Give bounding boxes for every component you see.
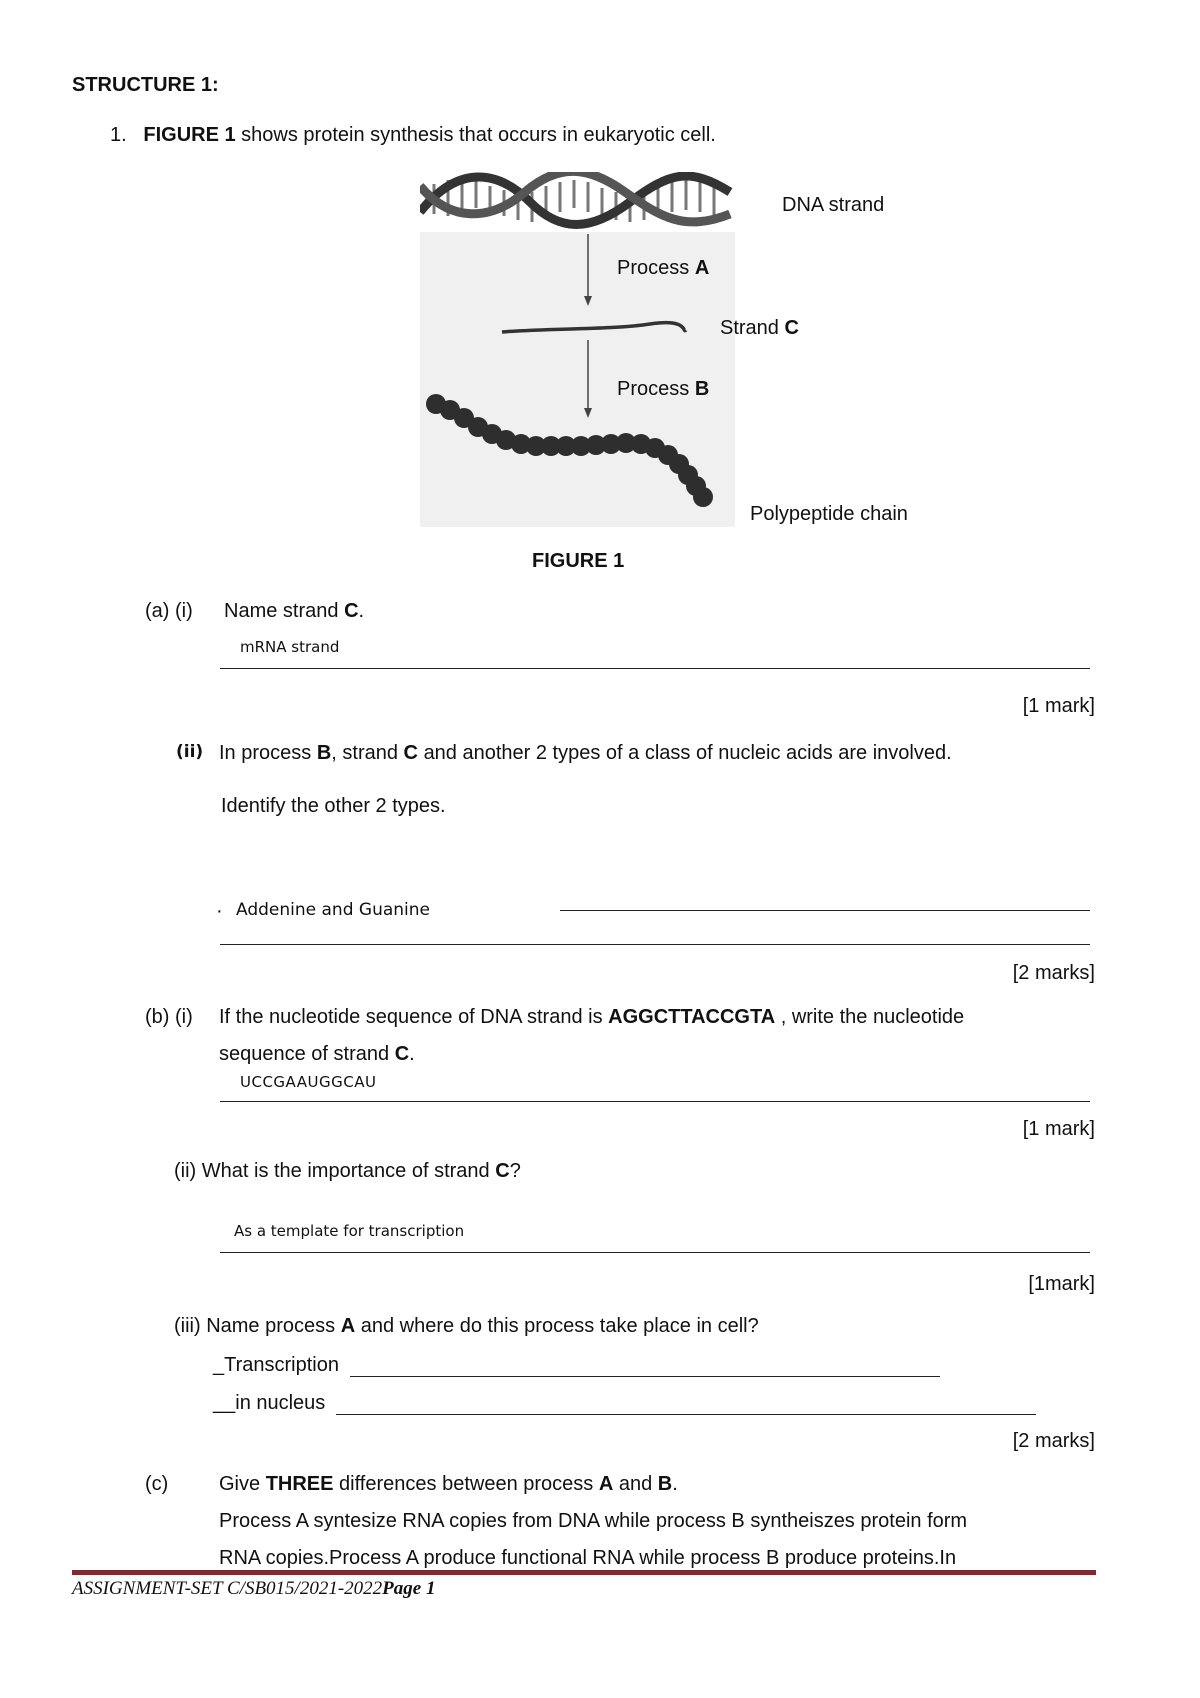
question-c-text: Give THREE differences between process A and B. [219, 1473, 678, 1495]
question-b-i-text-cont: sequence of strand C. [219, 1043, 415, 1065]
question-a-ii-instruction: Identify the other 2 types. [221, 795, 446, 817]
answer-b-i[interactable]: UCCGAAUGGCAU [240, 1073, 377, 1091]
answer-line [560, 910, 1090, 911]
question-a-ii-text: In process B, strand C and another 2 types of a class of nucleic acids are involved. [219, 742, 952, 764]
answer-b-ii[interactable]: As a template for transcription [234, 1222, 465, 1240]
marks-b-ii: [1mark] [1028, 1273, 1095, 1295]
question-1-intro [110, 124, 716, 147]
question-a-i-label: (a) (i) [145, 600, 193, 622]
question-a-ii-label: (ii) [176, 742, 204, 762]
answer-b-iii-process[interactable]: _Transcription [213, 1354, 339, 1376]
question-number: 1. [110, 124, 127, 146]
answer-line [220, 668, 1090, 669]
figure-reference: FIGURE 1 [143, 124, 236, 146]
label-strand-c: Strand C [720, 317, 799, 339]
answer-line [220, 1101, 1090, 1102]
bullet: · [216, 900, 223, 922]
question-b-ii-text: (ii) What is the importance of strand C? [174, 1160, 521, 1182]
answer-a-i[interactable]: mRNA strand [240, 638, 340, 656]
marks-a-i: [1 mark] [1022, 695, 1095, 717]
answer-line [350, 1376, 940, 1377]
answer-c-line-2[interactable]: RNA copies.Process A produce functional RNA while process B produce proteins.In [219, 1547, 957, 1569]
answer-a-ii[interactable]: Addenine and Guanine [236, 900, 430, 920]
footer-divider [72, 1570, 1096, 1575]
question-c-label: (c) [145, 1473, 169, 1495]
protein-synthesis-figure [420, 172, 750, 527]
question-b-i-text: If the nucleotide sequence of DNA strand is AGGCTTACCGTA , write the nucleotide [219, 1006, 965, 1028]
answer-b-iii-location[interactable]: __in nucleus [213, 1392, 326, 1414]
page-number: Page 1 [382, 1578, 436, 1599]
answer-c-line-1[interactable]: Process A syntesize RNA copies from DNA while process B syntheiszes protein form [219, 1510, 968, 1532]
answer-line [220, 1252, 1090, 1253]
figure-caption: FIGURE 1 [532, 550, 625, 572]
answer-line [220, 944, 1090, 945]
section-title: STRUCTURE 1: [72, 74, 219, 96]
answer-line [336, 1414, 1036, 1415]
marks-b-iii: [2 marks] [1012, 1430, 1095, 1452]
question-1-text: shows protein synthesis that occurs in eukaryotic cell. [241, 124, 716, 146]
label-process-a: Process A [617, 257, 710, 279]
question-a-i-text: Name strand C. [224, 600, 365, 622]
label-polypeptide-chain: Polypeptide chain [750, 503, 908, 525]
footer [72, 1578, 435, 1600]
marks-a-ii: [2 marks] [1012, 962, 1095, 984]
question-b-i-label: (b) (i) [145, 1006, 193, 1028]
marks-b-i: [1 mark] [1022, 1118, 1095, 1140]
label-dna-strand: DNA strand [782, 194, 885, 216]
footer-reference: ASSIGNMENT-SET C/SB015/2021-2022 [72, 1578, 383, 1599]
question-b-iii-text: (iii) Name process A and where do this process take place in cell? [174, 1315, 759, 1337]
label-process-b: Process B [617, 378, 710, 400]
